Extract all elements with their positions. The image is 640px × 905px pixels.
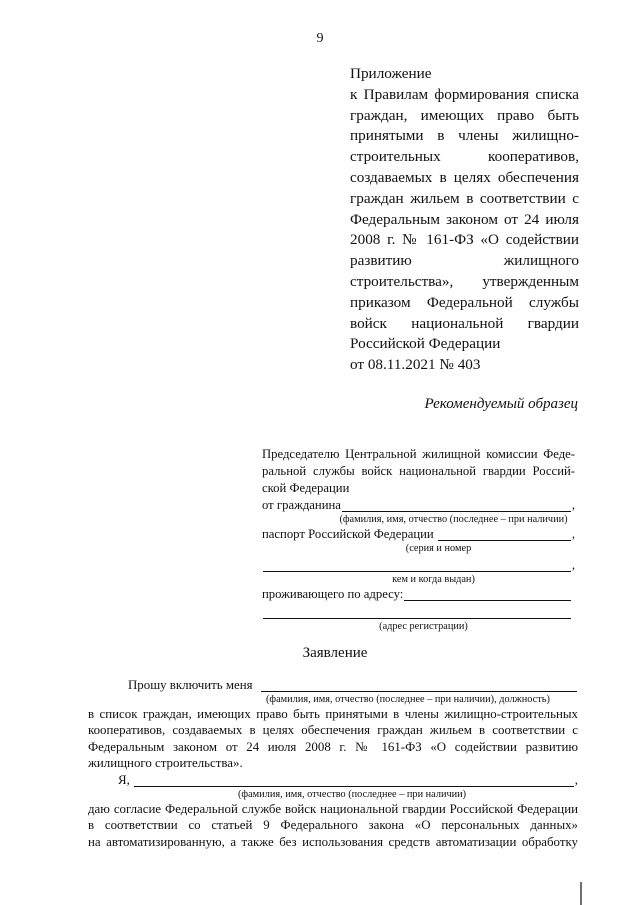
consent-name-field[interactable] [134, 773, 574, 787]
consent-text-line: даю согласие Федеральной службе войск национальной гвардии Российской Федерации [88, 801, 578, 816]
appendix-line: граждан жильем в соответствии с [350, 189, 579, 207]
appendix-line: Федеральным законом от 24 июля [350, 210, 579, 228]
consent-name-row [88, 772, 578, 789]
addressee-line: ской Федерации [262, 481, 350, 495]
appendix-line: к Правилам формирования списка [350, 85, 579, 103]
statement-body [88, 677, 578, 850]
passport-row [262, 526, 575, 543]
page-edge-mark [580, 882, 582, 905]
registration-field[interactable] [263, 605, 571, 619]
passport-caption: (серия и номер [405, 543, 472, 554]
registration-row [262, 605, 575, 621]
request-caption: (фамилия, имя, отчество (последнее – при наличии), должность) [266, 693, 550, 705]
appendix-line: граждан, имеющих право быть [350, 106, 579, 124]
comma: , [571, 527, 575, 541]
consent-text-line: в соответствии со статьей 9 Федерального закона «О персональных данных» [88, 818, 578, 833]
appendix-line: от 08.11.2021 № 403 [350, 356, 481, 374]
i-label: Я, [118, 772, 130, 787]
comma: , [574, 772, 578, 787]
appendix-line: строительных кооперативов, [350, 148, 579, 166]
statement-title: Заявление [302, 645, 368, 661]
appendix-line: приказом Федеральной службы [350, 293, 579, 311]
appendix-line: Российской Федерации [350, 335, 501, 353]
request-row [88, 677, 578, 694]
issued-field[interactable] [263, 558, 571, 572]
appendix-line: принятыми в члены жилищно- [350, 127, 579, 145]
appendix-header [350, 64, 579, 376]
addressee-line: Председателю Центральной жилищной комиссии Феде- [262, 447, 575, 461]
consent-text-line: на автоматизированную, а также без использования средств автоматизации обработку [88, 834, 578, 849]
appendix-line: войск национальной гвардии [350, 314, 579, 332]
residing-label: проживающего по адресу: [262, 587, 404, 601]
passport-label: паспорт Российской Федерации [262, 527, 434, 541]
appendix-title: Приложение [350, 65, 432, 82]
appendix-line: строительства», утвержденным [350, 272, 579, 290]
from-row [262, 497, 575, 514]
sample-label: Рекомендуемый образец [424, 396, 578, 412]
consent-caption: (фамилия, имя, отчество (последнее – при наличии) [238, 788, 467, 800]
request-text-line: Федеральным законом от 24 июля 2008 г. № 161-ФЗ «О содействии развитию [88, 739, 578, 754]
passport-field[interactable] [438, 527, 571, 541]
comma: , [571, 498, 575, 512]
request-text-line: жилищного строительства». [88, 756, 243, 771]
request-name-field[interactable] [261, 678, 577, 692]
issued-caption: кем и когда выдан) [392, 574, 475, 585]
page-number: 9 [316, 31, 324, 46]
appendix-line: 2008 г. № 161-ФЗ «О содействии [350, 231, 579, 249]
residing-field[interactable] [404, 587, 571, 601]
issued-row [262, 557, 575, 574]
from-caption: (фамилия, имя, отчество (последнее – при наличии) [339, 514, 568, 525]
registration-caption: (адрес регистрации) [379, 621, 468, 632]
appendix-line: развитию жилищного [350, 252, 579, 270]
request-label: Прошу включить меня [128, 678, 253, 692]
request-text-line: в список граждан, имеющих право быть принятыми в члены жилищно-строительных [88, 706, 578, 721]
addressee-line: ральной службы войск национальной гвардии Россий- [262, 464, 575, 478]
from-name-field[interactable] [342, 498, 571, 512]
comma: , [571, 558, 575, 572]
residing-row [262, 586, 575, 603]
addressee-block [262, 446, 575, 633]
appendix-line: создаваемых в целях обеспечения [350, 168, 579, 186]
from-label: от гражданина [262, 498, 341, 512]
request-text-line: кооперативов, создаваемых в целях обеспечения граждан жильем в соответствии с [88, 723, 578, 738]
